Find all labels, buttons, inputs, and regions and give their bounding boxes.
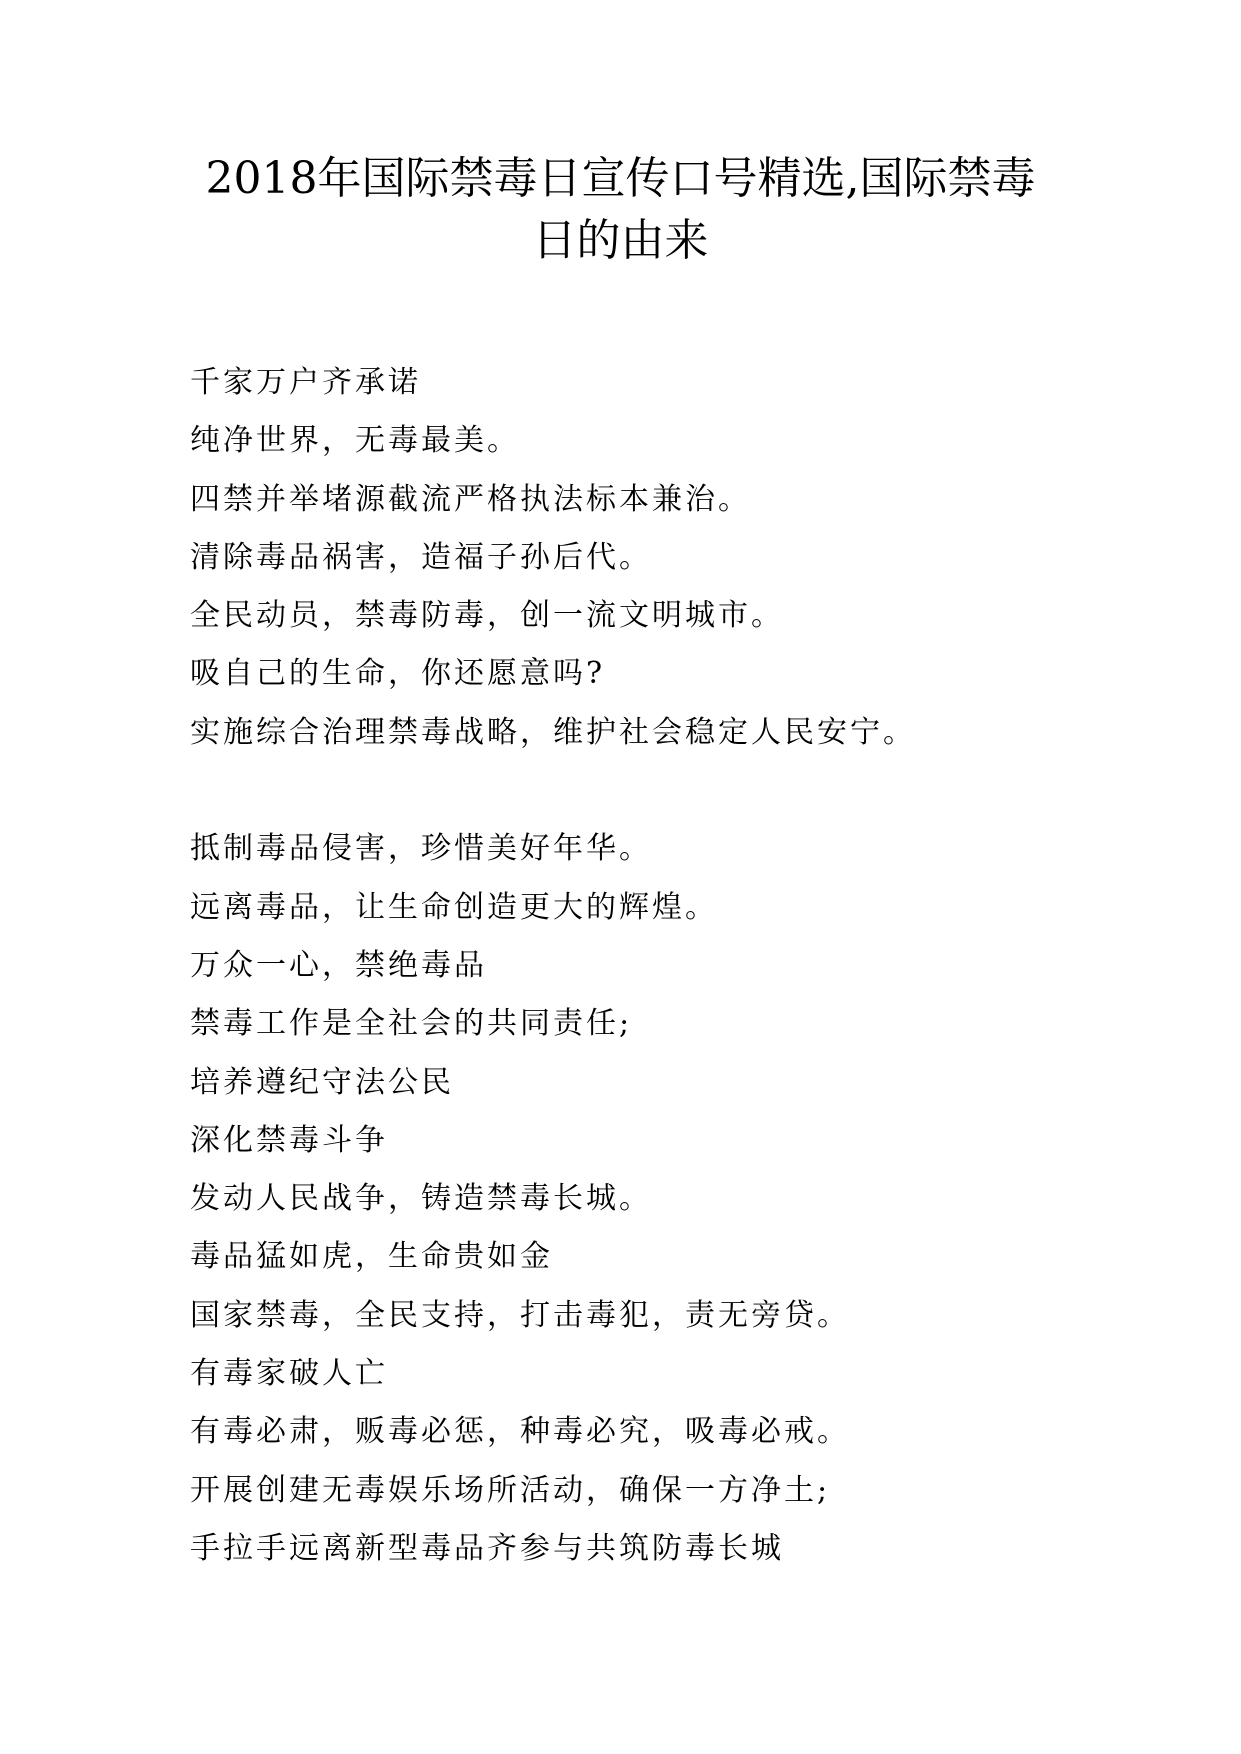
text-line: 千家万户齐承诺: [190, 365, 421, 400]
text-line: 实施综合治理禁毒战略，维护社会稳定人民安宁。: [190, 714, 916, 750]
paragraph-gap: [190, 762, 1090, 820]
text-line: 国家禁毒，全民支持，打击毒犯，责无旁贷。: [190, 1297, 850, 1333]
document-body: [190, 354, 1090, 1578]
paragraph-1: [190, 354, 1090, 762]
title-line-2: 日的由来: [532, 215, 709, 266]
text-line: 远离毒品，让生命创造更大的辉煌。: [190, 889, 718, 925]
title-line-1: 2018年国际禁毒日宣传口号精选,国际禁毒: [205, 153, 1036, 204]
text-line: 吸自己的生命，你还愿意吗?: [190, 656, 606, 692]
text-line: 四禁并举堵源截流严格执法标本兼治。: [190, 481, 751, 517]
text-line: 培养遵纪守法公民: [190, 1064, 454, 1100]
paragraph-2: [190, 820, 1090, 1578]
text-line: 开展创建无毒娱乐场所活动，确保一方净土;: [190, 1472, 831, 1508]
text-line: 抵制毒品侵害，珍惜美好年华。: [190, 831, 652, 867]
text-line: 清除毒品祸害，造福子孙后代。: [190, 539, 652, 575]
text-line: 手拉手远离新型毒品齐参与共筑防毒长城: [190, 1530, 784, 1566]
text-line: 发动人民战争，铸造禁毒长城。: [190, 1181, 652, 1217]
text-line: 毒品猛如虎，生命贵如金: [190, 1239, 553, 1275]
text-line: 有毒家破人亡: [190, 1356, 388, 1392]
text-line: 禁毒工作是全社会的共同责任;: [190, 1006, 633, 1042]
text-line: 纯净世界，无毒最美。: [190, 423, 520, 459]
text-line: 有毒必肃，贩毒必惩，种毒必究，吸毒必戒。: [190, 1414, 850, 1450]
text-line: 全民动员，禁毒防毒，创一流文明城市。: [190, 598, 784, 634]
text-line: 深化禁毒斗争: [190, 1122, 388, 1158]
document-title: [150, 148, 1091, 272]
text-line: 万众一心，禁绝毒品: [190, 947, 487, 983]
